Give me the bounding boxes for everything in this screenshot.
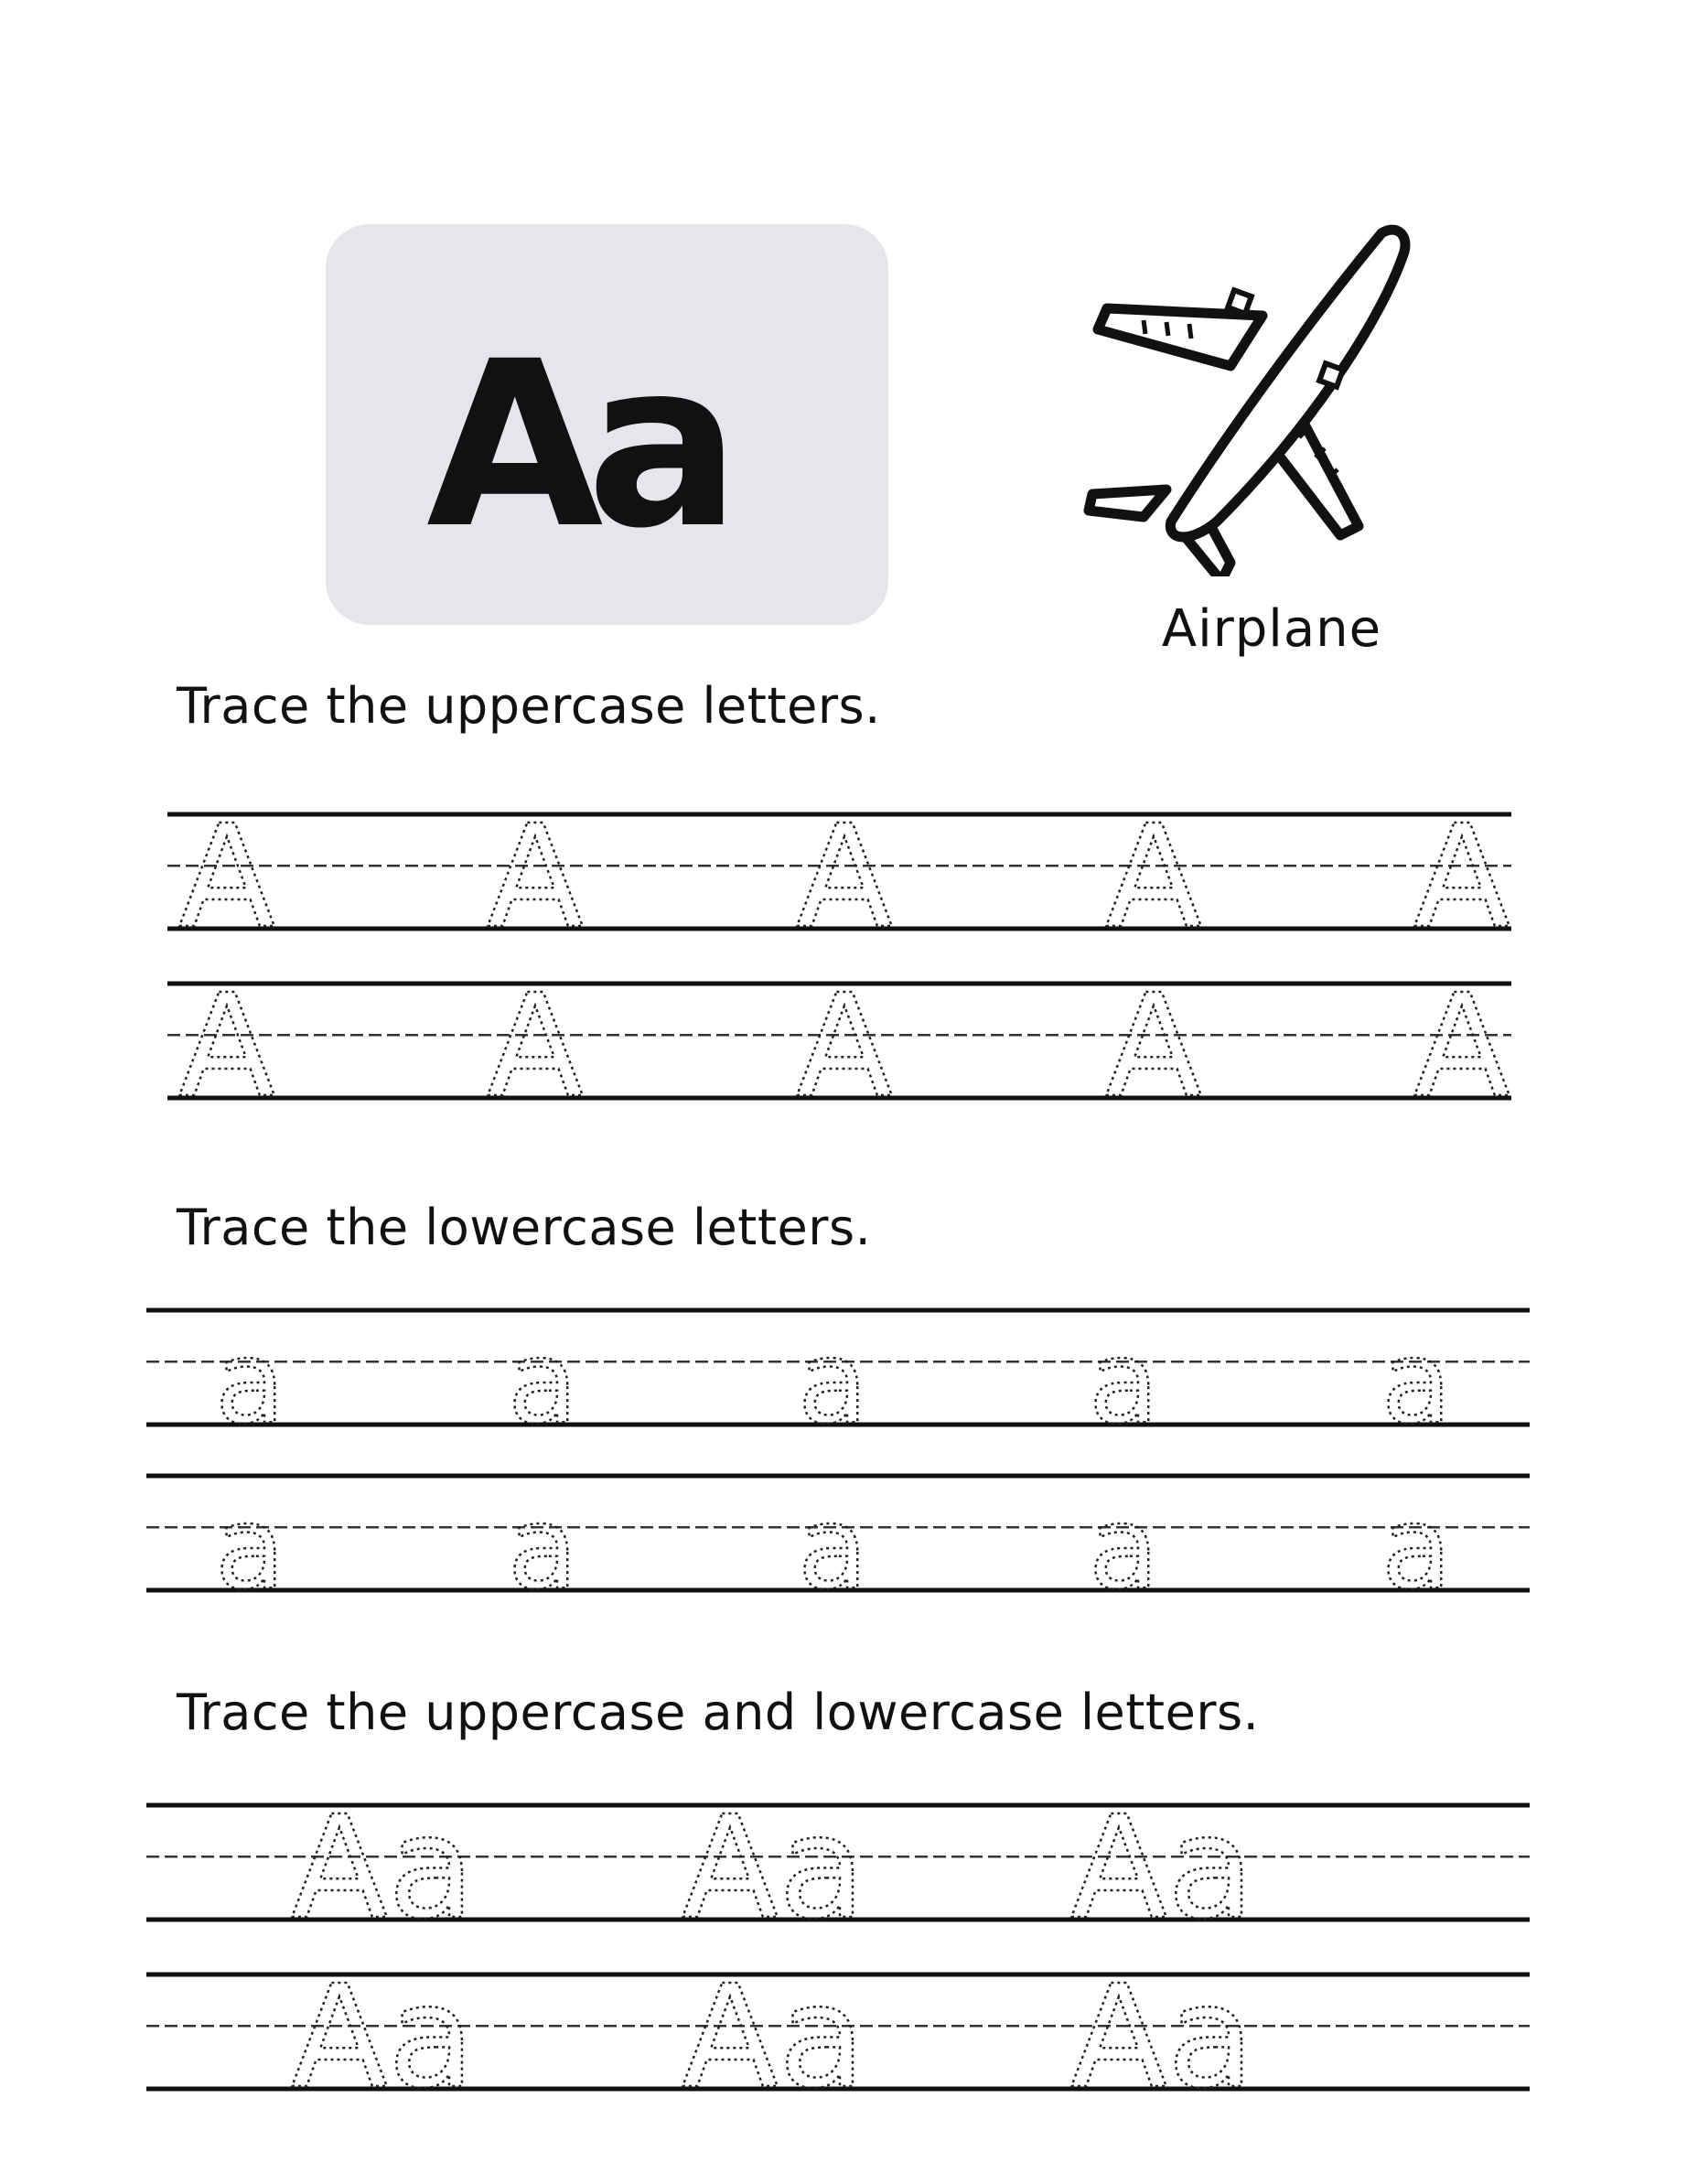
trace-letter: a — [508, 1317, 578, 1449]
instruction-lowercase: Trace the lowercase letters. — [177, 1199, 872, 1256]
trace-letter: a — [1089, 1317, 1159, 1449]
trace-letter: Aa — [1070, 1954, 1255, 2120]
trace-letter: Aa — [682, 1785, 866, 1951]
trace-letter: Aa — [682, 1954, 866, 2120]
trace-letter: A — [796, 794, 894, 960]
trace-letter: a — [215, 1482, 285, 1615]
trace-letter: Aa — [1070, 1785, 1255, 1951]
trace-letter: a — [798, 1482, 868, 1615]
instruction-uppercase: Trace the uppercase letters. — [177, 677, 881, 735]
trace-letter: A — [487, 963, 585, 1129]
picture-word: Airplane — [1161, 599, 1382, 659]
trace-letter: a — [798, 1317, 868, 1449]
trace-letter: a — [1381, 1482, 1452, 1615]
trace-letter: A — [178, 794, 276, 960]
trace-letter: a — [215, 1317, 285, 1449]
trace-letter: A — [1413, 794, 1511, 960]
trace-letter: a — [508, 1482, 578, 1615]
trace-letter: A — [1105, 963, 1203, 1129]
featured-lowercase-letter: a — [586, 312, 741, 578]
trace-letter: a — [1089, 1482, 1159, 1615]
trace-letter: a — [1381, 1317, 1452, 1449]
trace-letter: A — [1105, 794, 1203, 960]
instruction-mixed: Trace the uppercase and lowercase letters. — [177, 1684, 1260, 1741]
trace-letter: A — [178, 963, 276, 1129]
trace-letter: A — [487, 794, 585, 960]
featured-uppercase-letter: A — [426, 312, 604, 578]
trace-letter: A — [796, 963, 894, 1129]
trace-letter: A — [1413, 963, 1511, 1129]
trace-letter: Aa — [291, 1785, 476, 1951]
trace-letter: Aa — [291, 1954, 476, 2120]
